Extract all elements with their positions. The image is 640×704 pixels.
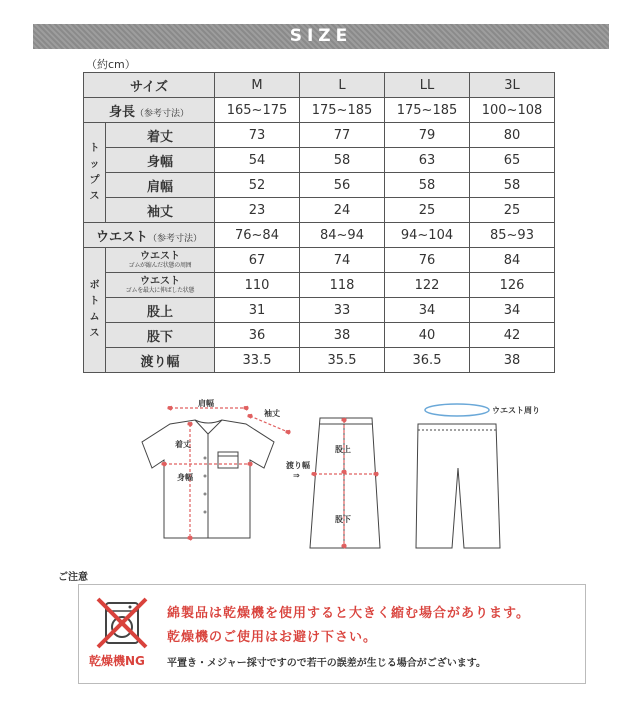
sleeve-label: 袖丈 xyxy=(264,409,280,418)
table-cell: 58 xyxy=(470,173,555,198)
size-m: M xyxy=(215,73,300,98)
table-row xyxy=(84,248,555,273)
dryer-ng-label: 乾燥機NG xyxy=(89,654,145,668)
no-dryer-icon xyxy=(92,595,152,651)
measurement-note: 平置き・メジャー採寸ですので若干の誤差が生じる場合がございます。 xyxy=(167,658,486,669)
waist-around-label: ウエスト周り xyxy=(492,406,540,415)
size-ll: LL xyxy=(385,73,470,98)
rise-label: 股上 xyxy=(335,445,351,454)
table-cell: 25 xyxy=(385,198,470,223)
table-row xyxy=(84,123,555,148)
table-cell: 73 xyxy=(215,123,300,148)
row-label: 身幅 xyxy=(106,148,215,173)
table-cell: 54 xyxy=(215,148,300,173)
table-cell: 23 xyxy=(215,198,300,223)
table-cell: 58 xyxy=(385,173,470,198)
table-cell: 122 xyxy=(385,273,470,298)
table-row xyxy=(84,323,555,348)
size-banner: SIZE xyxy=(33,24,609,49)
table-cell: 42 xyxy=(470,323,555,348)
tops-group-label: ト ッ プ ス xyxy=(84,123,106,223)
table-cell: 35.5 xyxy=(300,348,385,373)
caution-box xyxy=(78,584,586,684)
warning-line-2: 乾燥機のご使用はお避け下さい。 xyxy=(167,630,378,645)
table-cell: 77 xyxy=(300,123,385,148)
table-cell: 33.5 xyxy=(215,348,300,373)
table-row xyxy=(84,298,555,323)
row-label: 袖丈 xyxy=(106,198,215,223)
thigh-label: 渡り幅 xyxy=(286,461,310,470)
row-label: 股下 xyxy=(106,323,215,348)
table-cell: 110 xyxy=(215,273,300,298)
table-cell: 58 xyxy=(300,148,385,173)
table-cell: 100~108 xyxy=(470,98,555,123)
table-cell: 84 xyxy=(470,248,555,273)
row-label: 股上 xyxy=(106,298,215,323)
table-cell: 76~84 xyxy=(215,223,300,248)
table-cell: 36.5 xyxy=(385,348,470,373)
height-row xyxy=(84,98,555,123)
table-cell: 31 xyxy=(215,298,300,323)
warning-line-1: 綿製品は乾燥機を使用すると大きく縮む場合があります。 xyxy=(167,606,530,621)
thigh-arrow-icon: ⇒ xyxy=(293,471,300,480)
table-cell: 38 xyxy=(470,348,555,373)
height-label: 身長（参考寸法） xyxy=(84,98,215,123)
table-row xyxy=(84,348,555,373)
table-cell: 165~175 xyxy=(215,98,300,123)
shirt-illustration xyxy=(142,420,274,538)
waist-label: ウエスト（参考寸法） xyxy=(84,223,215,248)
table-cell: 24 xyxy=(300,198,385,223)
table-cell: 94~104 xyxy=(385,223,470,248)
row-label: 肩幅 xyxy=(106,173,215,198)
body-width-label: 身幅 xyxy=(177,473,193,482)
table-cell: 25 xyxy=(470,198,555,223)
size-header-row xyxy=(84,73,555,98)
table-row xyxy=(84,173,555,198)
row-label: 渡り幅 xyxy=(106,348,215,373)
size-corner: サイズ xyxy=(84,73,215,98)
table-cell: 79 xyxy=(385,123,470,148)
table-cell: 40 xyxy=(385,323,470,348)
table-row xyxy=(84,148,555,173)
length-label: 着丈 xyxy=(175,440,191,449)
table-cell: 67 xyxy=(215,248,300,273)
measurement-diagram xyxy=(0,386,640,558)
row-label: ウエスト ゴムを最大に伸ばした状態 xyxy=(106,273,215,298)
table-cell: 63 xyxy=(385,148,470,173)
table-row xyxy=(84,273,555,298)
table-cell: 85~93 xyxy=(470,223,555,248)
table-cell: 126 xyxy=(470,273,555,298)
unit-note: （約cm） xyxy=(86,58,136,71)
table-row xyxy=(84,198,555,223)
table-cell: 38 xyxy=(300,323,385,348)
size-l: L xyxy=(300,73,385,98)
table-cell: 175~185 xyxy=(385,98,470,123)
table-cell: 76 xyxy=(385,248,470,273)
table-cell: 74 xyxy=(300,248,385,273)
table-cell: 65 xyxy=(470,148,555,173)
table-cell: 84~94 xyxy=(300,223,385,248)
table-cell: 33 xyxy=(300,298,385,323)
table-cell: 118 xyxy=(300,273,385,298)
shoulder-label: 肩幅 xyxy=(198,399,214,408)
size-3l: 3L xyxy=(470,73,555,98)
bottoms-group-label: ボ ト ム ス xyxy=(84,248,106,373)
caution-title: ご注意 xyxy=(58,572,88,583)
inseam-label: 股下 xyxy=(335,515,351,524)
table-cell: 52 xyxy=(215,173,300,198)
table-cell: 34 xyxy=(470,298,555,323)
pants-front-illustration xyxy=(416,404,500,548)
row-label: 着丈 xyxy=(106,123,215,148)
waist-row xyxy=(84,223,555,248)
table-cell: 36 xyxy=(215,323,300,348)
table-cell: 80 xyxy=(470,123,555,148)
table-cell: 34 xyxy=(385,298,470,323)
row-label: ウエスト ゴムが縮んだ状態の周囲 xyxy=(106,248,215,273)
table-cell: 175~185 xyxy=(300,98,385,123)
pants-side-illustration xyxy=(310,418,380,548)
size-table xyxy=(83,72,555,373)
table-cell: 56 xyxy=(300,173,385,198)
